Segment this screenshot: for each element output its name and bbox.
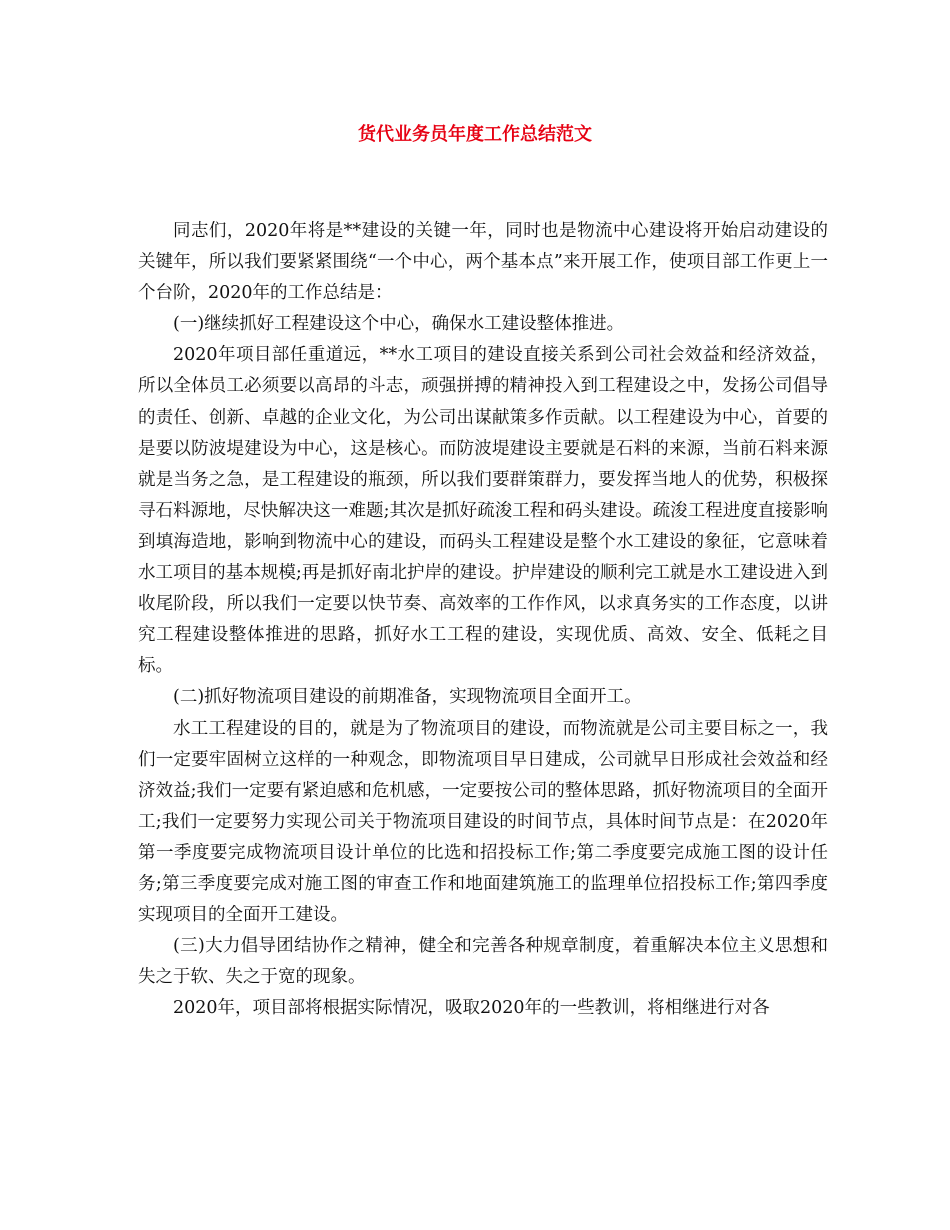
section-heading-3: (三)大力倡导团结协作之精神，健全和完善各种规章制度，着重解决本位主义思想和失之于软、失之于宽的现象。 xyxy=(138,936,828,988)
paragraph-intro: 同志们，2020年将是**建设的关键一年，同时也是物流中心建设将开始启动建设的关键年，所以我们要紧紧围绕“一个中心，两个基本点”来开展工作，使项目部工作更上一个台阶，2020年的工作总结是： xyxy=(138,221,828,304)
section-heading-2: (二)抓好物流项目建设的前期准备，实现物流项目全面开工。 xyxy=(173,687,642,708)
paragraph-section-3: 2020年，项目部将根据实际情况，吸取2020年的一些教训，将相继进行对各 xyxy=(173,998,770,1019)
paragraph-section-2: 水工工程建设的目的，就是为了物流项目的建设，而物流就是公司主要目标之一，我们一定要牢固树立这样的一种观念，即物流项目早日建成，公司就早日形成社会效益和经济效益;我们一定要有紧迫感和危机感，一定要按公司的整体思路，抓好物流项目的全面开工;我们一定要努力实现公司关于物流项目建设的时间节点，具体时间节点是：在2020年第一季度要完成物流项目设计单位的比选和招投标工作;第二季度要完成施工图的设计任务;第三季度要完成对施工图的审查工作和地面建筑施工的监理单位招投标工作;第四季度实现项目的全面开工建设。 xyxy=(138,718,828,926)
document-title: 货代业务员年度工作总结范文 xyxy=(358,124,592,145)
document-body xyxy=(138,216,828,1024)
section-heading-1: (一)继续抓好工程建设这个中心，确保水工建设整体推进。 xyxy=(173,314,625,335)
paragraph-section-1: 2020年项目部任重道远，**水工项目的建设直接关系到公司社会效益和经济效益，所以全体员工必须要以高昂的斗志，顽强拼搏的精神投入到工程建设之中，发扬公司倡导的责任、创新、卓越的企业文化，为公司出谋献策多作贡献。以工程建设为中心，首要的是要以防波堤建设为中心，这是核心。而防波堤建设主要就是石料的来源，当前石料来源就是当务之急，是工程建设的瓶颈，所以我们要群策群力，要发挥当地人的优势，积极探寻石料源地，尽快解决这一难题;其次是抓好疏浚工程和码头建设。疏浚工程进度直接影响到填海造地，影响到物流中心的建设，而码头工程建设是整个水工建设的象征，它意味着水工项目的基本规模;再是抓好南北护岸的建设。护岸建设的顺利完工就是水工建设进入到收尾阶段，所以我们一定要以快节奏、高效率的工作作风，以求真务实的工作态度，以讲究工程建设整体推进的思路，抓好水工工程的建设，实现优质、高效、安全、低耗之目标。 xyxy=(138,345,828,677)
